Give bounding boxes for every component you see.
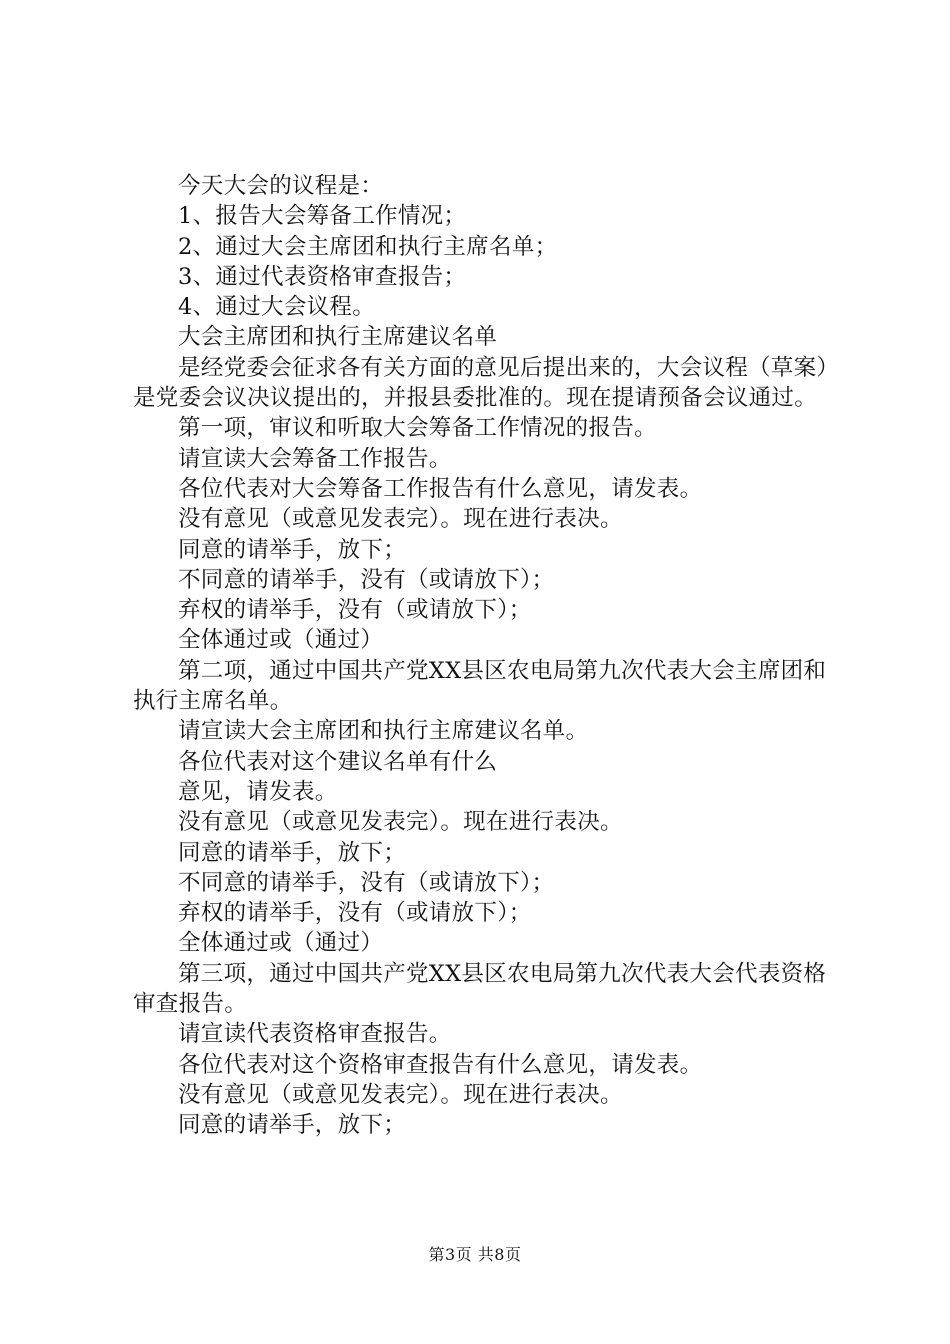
paragraph: 全体通过或（通过） (178, 627, 384, 654)
paragraph: 1、报告大会筹备工作情况； (178, 203, 467, 230)
paragraph: 不同意的请举手，没有（或请放下）； (178, 566, 555, 593)
paragraph: 第一项，审议和听取大会筹备工作情况的报告。 (178, 415, 657, 442)
paragraph: 3、通过代表资格审查报告； (178, 263, 467, 290)
paragraph: 弃权的请举手，没有（或请放下）； (178, 900, 532, 927)
paragraph: 第二项，通过中国共产党XX县区农电局第九次代表大会主席团和执行主席名单。 (133, 657, 827, 715)
paragraph: 2、通过大会主席团和执行主席名单； (178, 233, 558, 260)
paragraph: 不同意的请举手，没有（或请放下）； (178, 869, 555, 896)
paragraph: 请宣读代表资格审查报告。 (178, 1021, 452, 1048)
paragraph: 同意的请举手，放下； (178, 839, 407, 866)
paragraph: 全体通过或（通过） (178, 930, 384, 957)
paragraph: 各位代表对这个建议名单有什么 (178, 748, 498, 775)
paragraph: 意见，请发表。 (178, 778, 338, 805)
document-body (133, 171, 835, 1141)
paragraph: 各位代表对这个资格审查报告有什么意见，请发表。 (178, 1051, 703, 1078)
paragraph: 没有意见（或意见发表完）。现在进行表决。 (178, 1081, 623, 1108)
paragraph: 4、通过大会议程。 (178, 294, 376, 321)
paragraph: 同意的请举手，放下； (178, 1112, 407, 1139)
paragraph: 弃权的请举手，没有（或请放下）； (178, 597, 532, 624)
paragraph: 第三项，通过中国共产党XX县区农电局第九次代表大会代表资格审查报告。 (133, 960, 827, 1018)
paragraph: 大会主席团和执行主席建议名单 (178, 324, 498, 351)
paragraph: 今天大会的议程是： (178, 173, 384, 199)
page-number-footer: 第3页 共8页 (428, 1245, 522, 1264)
paragraph: 没有意见（或意见发表完）。现在进行表决。 (178, 506, 623, 533)
paragraph: 是经党委会征求各有关方面的意见后提出来的，大会议程（草案）是党委会议决议提出的，并报县委批准的。现在提请预备会议通过。 (133, 354, 828, 412)
paragraph: 没有意见（或意见发表完）。现在进行表决。 (178, 809, 623, 836)
paragraph: 同意的请举手，放下； (178, 536, 407, 563)
paragraph: 请宣读大会筹备工作报告。 (178, 445, 452, 472)
paragraph: 各位代表对大会筹备工作报告有什么意见，请发表。 (178, 475, 703, 502)
paragraph: 请宣读大会主席团和执行主席建议名单。 (178, 718, 589, 745)
